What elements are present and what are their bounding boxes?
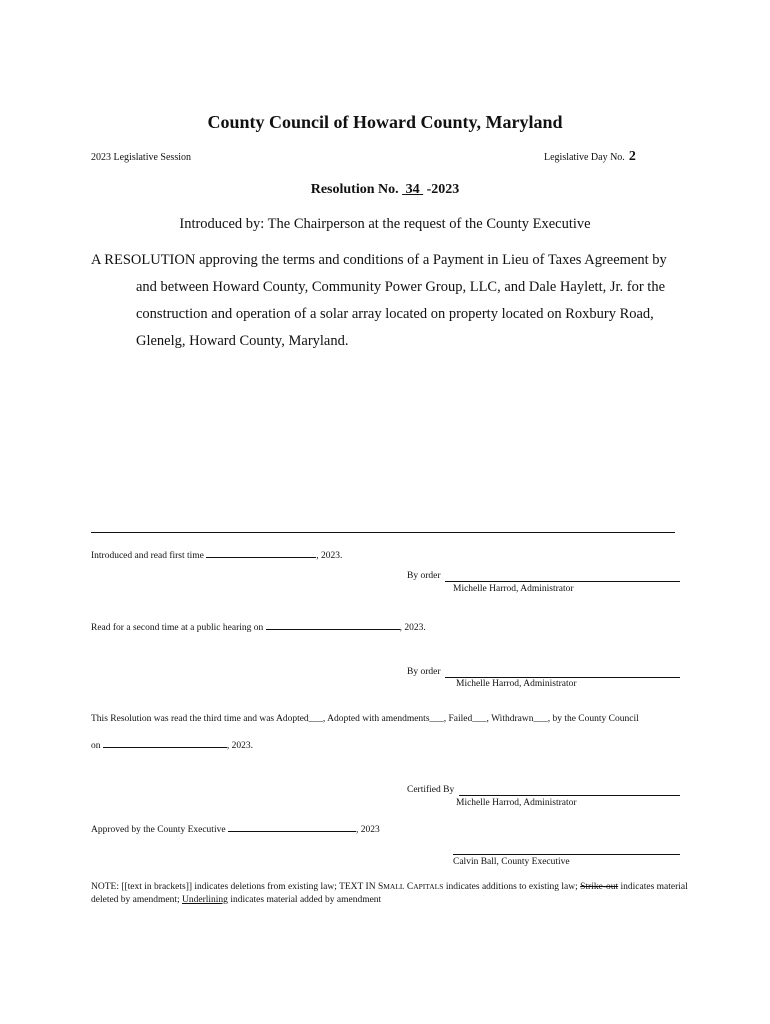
first-reading-date-blank[interactable]	[206, 548, 316, 558]
first-reading-line	[91, 548, 342, 561]
certified-by-label: Certified By	[407, 785, 455, 795]
resolution-number-digits: 34	[405, 182, 420, 197]
legislative-day-number: 2	[628, 149, 636, 164]
introduced-by: Introduced by: The Chairperson at the request of the County Executive	[179, 216, 591, 232]
second-reading-date-blank[interactable]	[266, 620, 400, 630]
on-label: on	[91, 741, 101, 751]
note-part-1: NOTE: [[text in brackets]] indicates deletions from existing law; TEXT IN S	[91, 882, 384, 892]
note-part-3: indicates additions to existing law;	[443, 882, 581, 892]
administrator-name-1: Michelle Harrod, Administrator	[453, 584, 574, 594]
resolution-body-line-4: Glenelg, Howard County, Maryland.	[136, 333, 349, 349]
resolution-prefix: Resolution No.	[310, 182, 399, 197]
second-reading-line	[91, 620, 426, 633]
by-order-signature-line-1[interactable]	[445, 581, 680, 582]
legend-note	[91, 880, 691, 907]
resolution-body-line-1: A RESOLUTION approving the terms and conditions of a Payment in Lieu of Taxes Agreement by	[91, 252, 667, 268]
on-year: , 2023.	[226, 741, 253, 751]
county-executive-signature-line[interactable]	[453, 854, 680, 855]
note-part-5: indicates material added by amendment	[227, 895, 382, 905]
note-smallcaps-1: MALL	[383, 882, 405, 891]
legislative-session: 2023 Legislative Session	[91, 152, 191, 163]
approved-line	[91, 822, 380, 835]
administrator-name-2: Michelle Harrod, Administrator	[456, 679, 577, 689]
note-strike-example: Strike-out	[580, 882, 619, 892]
approved-year: , 2023	[355, 825, 380, 835]
resolution-number-value	[402, 182, 423, 197]
section-divider	[91, 532, 675, 533]
council-date-blank[interactable]	[103, 738, 227, 748]
second-reading-year: , 2023.	[399, 623, 426, 633]
resolution-body-line-2: and between Howard County, Community Power Group, LLC, and Dale Haylett, Jr. for the	[136, 279, 666, 295]
certified-by-signature-line[interactable]	[459, 795, 680, 796]
third-reading-text: This Resolution was read the third time and was Adopted___, Adopted with amendments___, Failed___, Withdrawn___, by the County Council	[91, 714, 639, 724]
administrator-name-3: Michelle Harrod, Administrator	[456, 798, 577, 808]
county-executive-name: Calvin Ball, County Executive	[453, 857, 570, 867]
by-order-label-1: By order	[407, 571, 441, 581]
note-underline-example: Underlining	[182, 895, 228, 905]
document-title: County Council of Howard County, Maryland	[207, 112, 563, 132]
first-reading-year: , 2023.	[316, 551, 343, 561]
note-smallcaps-2: APITALS	[413, 882, 444, 891]
legislative-day	[544, 149, 636, 165]
by-order-label-2: By order	[407, 667, 441, 677]
resolution-body-line-3: construction and operation of a solar array located on property located on Roxbury Road,	[136, 306, 654, 322]
note-part-4: indicates material deleted by amendment;	[91, 882, 688, 905]
approved-label: Approved by the County Executive	[91, 825, 226, 835]
note-part-2: C	[404, 882, 414, 892]
resolution-year: -2023	[426, 182, 460, 197]
council-date-line	[91, 738, 253, 751]
approved-date-blank[interactable]	[228, 822, 356, 832]
by-order-signature-line-2[interactable]	[445, 677, 680, 678]
resolution-number	[0, 182, 770, 198]
legislative-day-label: Legislative Day No.	[544, 152, 625, 163]
second-reading-label: Read for a second time at a public hearing on	[91, 623, 264, 633]
first-reading-label: Introduced and read first time	[91, 551, 204, 561]
